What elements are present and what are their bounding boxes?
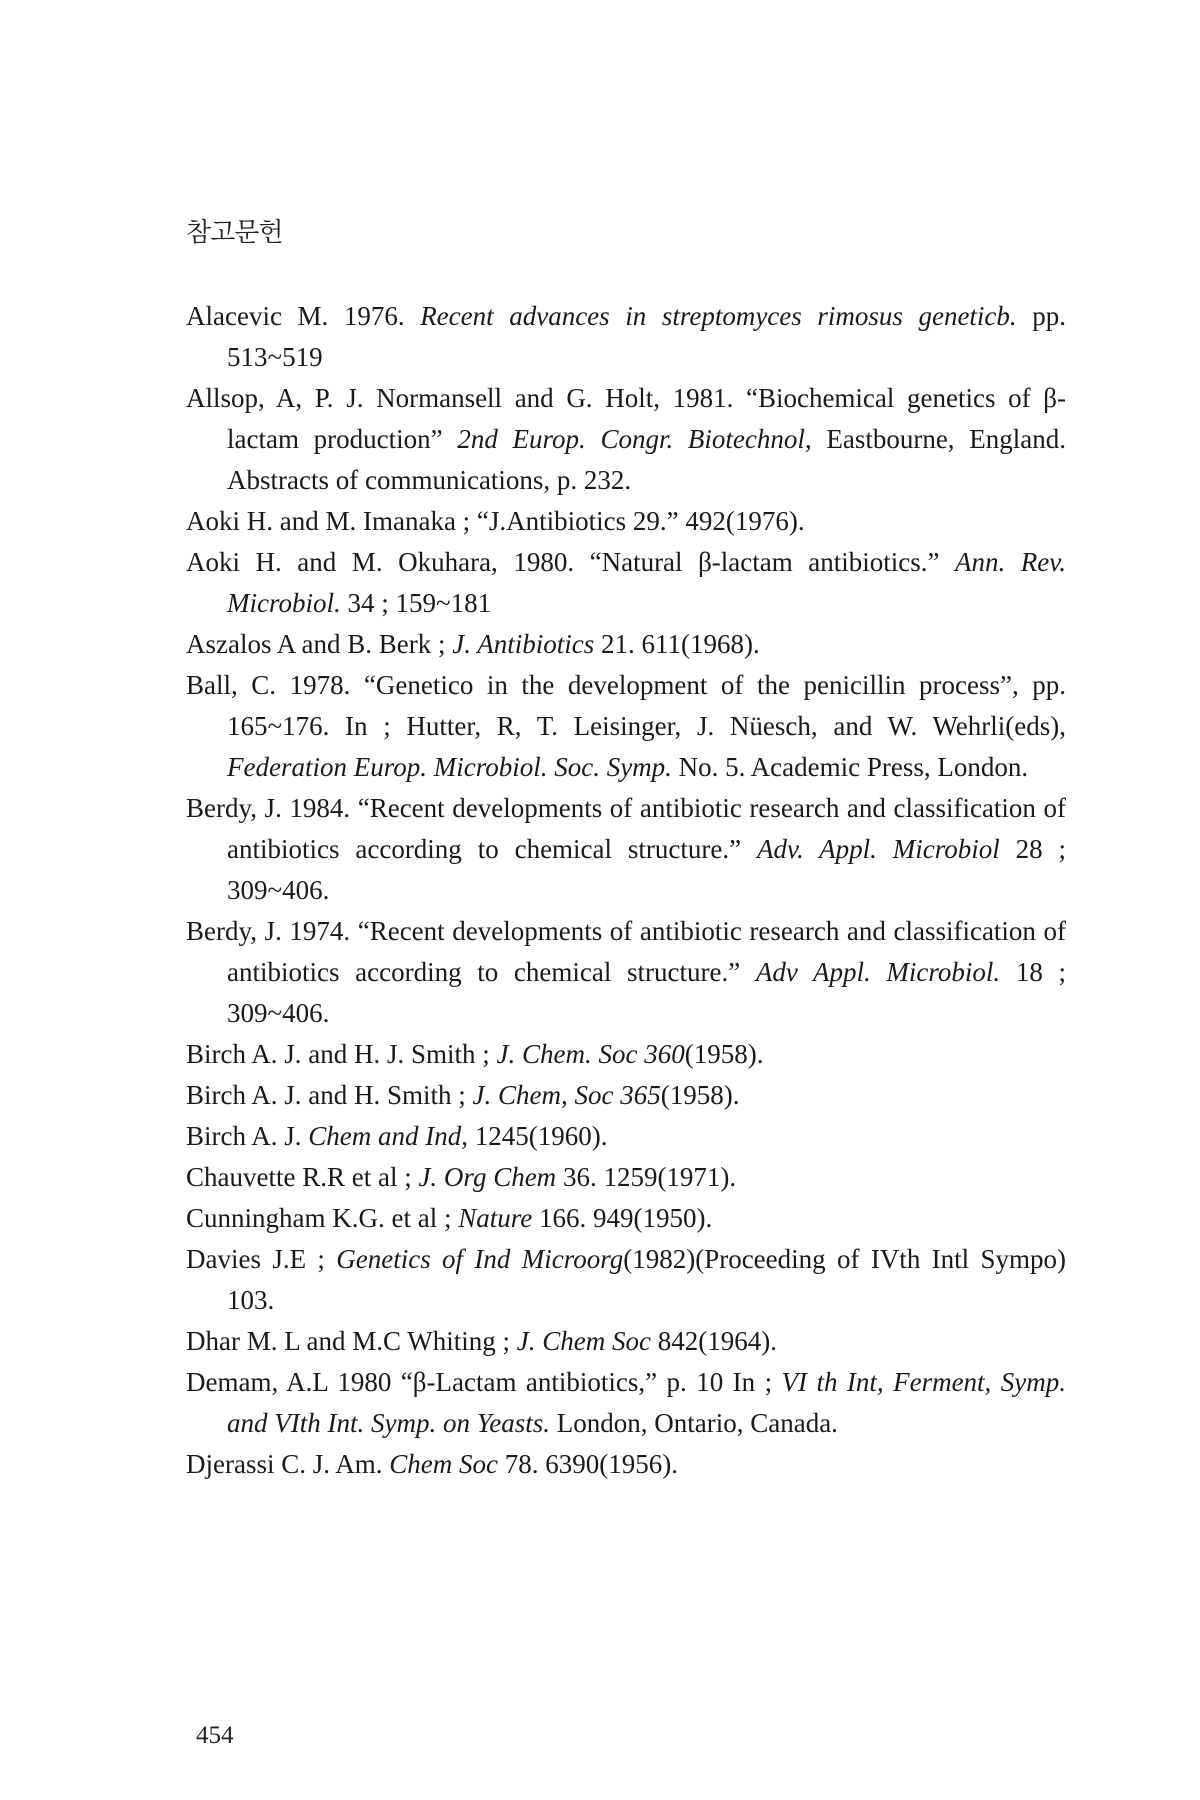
reference-title: Genetics of Ind Microorg — [336, 1244, 624, 1274]
reference-title: J. Chem. Soc 360 — [496, 1039, 685, 1069]
reference-text: Aoki H. and M. Okuhara, 1980. “Natural β-lactam antibiotics.” — [186, 547, 956, 577]
page-number: 454 — [196, 1722, 234, 1749]
reference-text: Allsop, A, P. J. Normansell and G. Holt, 1981. “Biochemical genetics of β-lactam production” — [186, 383, 1066, 454]
reference-entry — [186, 296, 1066, 378]
reference-text: (1982)(Proceeding of IVth Intl Sympo) 103. — [227, 1244, 1066, 1315]
reference-entry — [186, 1321, 1066, 1362]
reference-text: 34 ; 159~181 — [340, 588, 492, 618]
reference-entry — [186, 378, 1066, 501]
reference-text: Eastbourne, England. Abstracts of communications, p. 232. — [227, 424, 1066, 495]
reference-entry — [186, 1239, 1066, 1321]
reference-text: (1958). — [660, 1080, 740, 1110]
reference-entry — [186, 542, 1066, 624]
reference-entry — [186, 624, 1066, 665]
reference-title: J. Chem Soc — [516, 1326, 651, 1356]
reference-text: Djerassi C. J. Am. — [186, 1449, 390, 1479]
page-title: 참고문헌 — [186, 218, 283, 248]
reference-entry — [186, 1198, 1066, 1239]
reference-text: (1958). — [684, 1039, 764, 1069]
reference-entry — [186, 1034, 1066, 1075]
reference-title: Federation Europ. Microbiol. Soc. Symp. — [227, 752, 672, 782]
reference-title: Chem and Ind, — [308, 1121, 468, 1151]
reference-text: 78. 6390(1956). — [498, 1449, 678, 1479]
reference-text: 36. 1259(1971). — [556, 1162, 737, 1192]
reference-title: Chem Soc — [389, 1449, 498, 1479]
reference-text: London, Ontario, Canada. — [550, 1408, 838, 1438]
reference-text: Ball, C. 1978. “Genetico in the development of the penicillin process”, pp. 165~176. In ; Hutter, R, T. Leisinger, J. Nüesch, and W. Wehrli(eds), — [186, 670, 1066, 741]
reference-text: Alacevic M. 1976. — [186, 301, 421, 331]
reference-text: 21. 611(1968). — [594, 629, 760, 659]
reference-text: Davies J.E ; — [186, 1244, 337, 1274]
reference-title: J. Org Chem — [418, 1162, 557, 1192]
reference-text: Birch A. J. and H. Smith ; — [186, 1080, 473, 1110]
reference-entry — [186, 1157, 1066, 1198]
reference-title: J. Antibiotics — [452, 629, 595, 659]
reference-title: 2nd Europ. Congr. Biotechnol, — [457, 424, 812, 454]
reference-title: Ann. Rev. Microbiol. — [227, 547, 1067, 618]
reference-entry — [186, 1116, 1066, 1157]
reference-title: J. Chem, Soc 365 — [472, 1080, 661, 1110]
reference-title: Adv. Appl. Microbiol — [756, 834, 1000, 864]
reference-entry — [186, 911, 1066, 1034]
reference-text: 1245(1960). — [468, 1121, 608, 1151]
reference-text: Dhar M. L and M.C Whiting ; — [186, 1326, 517, 1356]
reference-text: Birch A. J. — [186, 1121, 309, 1151]
reference-entry — [186, 788, 1066, 911]
reference-entry — [186, 665, 1066, 788]
reference-text: Demam, A.L 1980 “β-Lactam antibiotics,” p. 10 In ; — [186, 1367, 782, 1397]
reference-text: Berdy, J. 1984. “Recent developments of antibiotic research and classification of antibiotics according to chemical structure.” — [186, 793, 1066, 864]
reference-title: Adv Appl. Microbiol. — [755, 957, 1001, 987]
reference-text: 842(1964). — [650, 1326, 777, 1356]
reference-text: No. 5. Academic Press, London. — [671, 752, 1029, 782]
reference-entry — [186, 1362, 1066, 1444]
reference-entry — [186, 1444, 1066, 1485]
reference-entry — [186, 501, 1066, 542]
reference-text: Birch A. J. and H. J. Smith ; — [186, 1039, 497, 1069]
reference-text: Chauvette R.R et al ; — [186, 1162, 419, 1192]
reference-text: 166. 949(1950). — [532, 1203, 713, 1233]
reference-text: pp. 513~519 — [227, 301, 1066, 372]
reference-title: Recent advances in streptomyces rimosus geneticb. — [420, 301, 1017, 331]
reference-text: Berdy, J. 1974. “Recent developments of antibiotic research and classification of antibiotics according to chemical structure.” — [186, 916, 1066, 987]
reference-entry — [186, 1075, 1066, 1116]
reference-title: Nature — [458, 1203, 533, 1233]
reference-title: VI th Int, Ferment, Symp. and VIth Int. Symp. on Yeasts. — [227, 1367, 1066, 1438]
reference-text: Cunningham K.G. et al ; — [186, 1203, 459, 1233]
reference-text: Aoki H. and M. Imanaka ; “J.Antibiotics 29.” 492(1976). — [186, 506, 805, 536]
reference-list — [186, 296, 1066, 1485]
reference-text: 18 ; 309~406. — [227, 957, 1066, 1028]
reference-text: Aszalos A and B. Berk ; — [186, 629, 453, 659]
reference-text: 28 ; 309~406. — [227, 834, 1066, 905]
